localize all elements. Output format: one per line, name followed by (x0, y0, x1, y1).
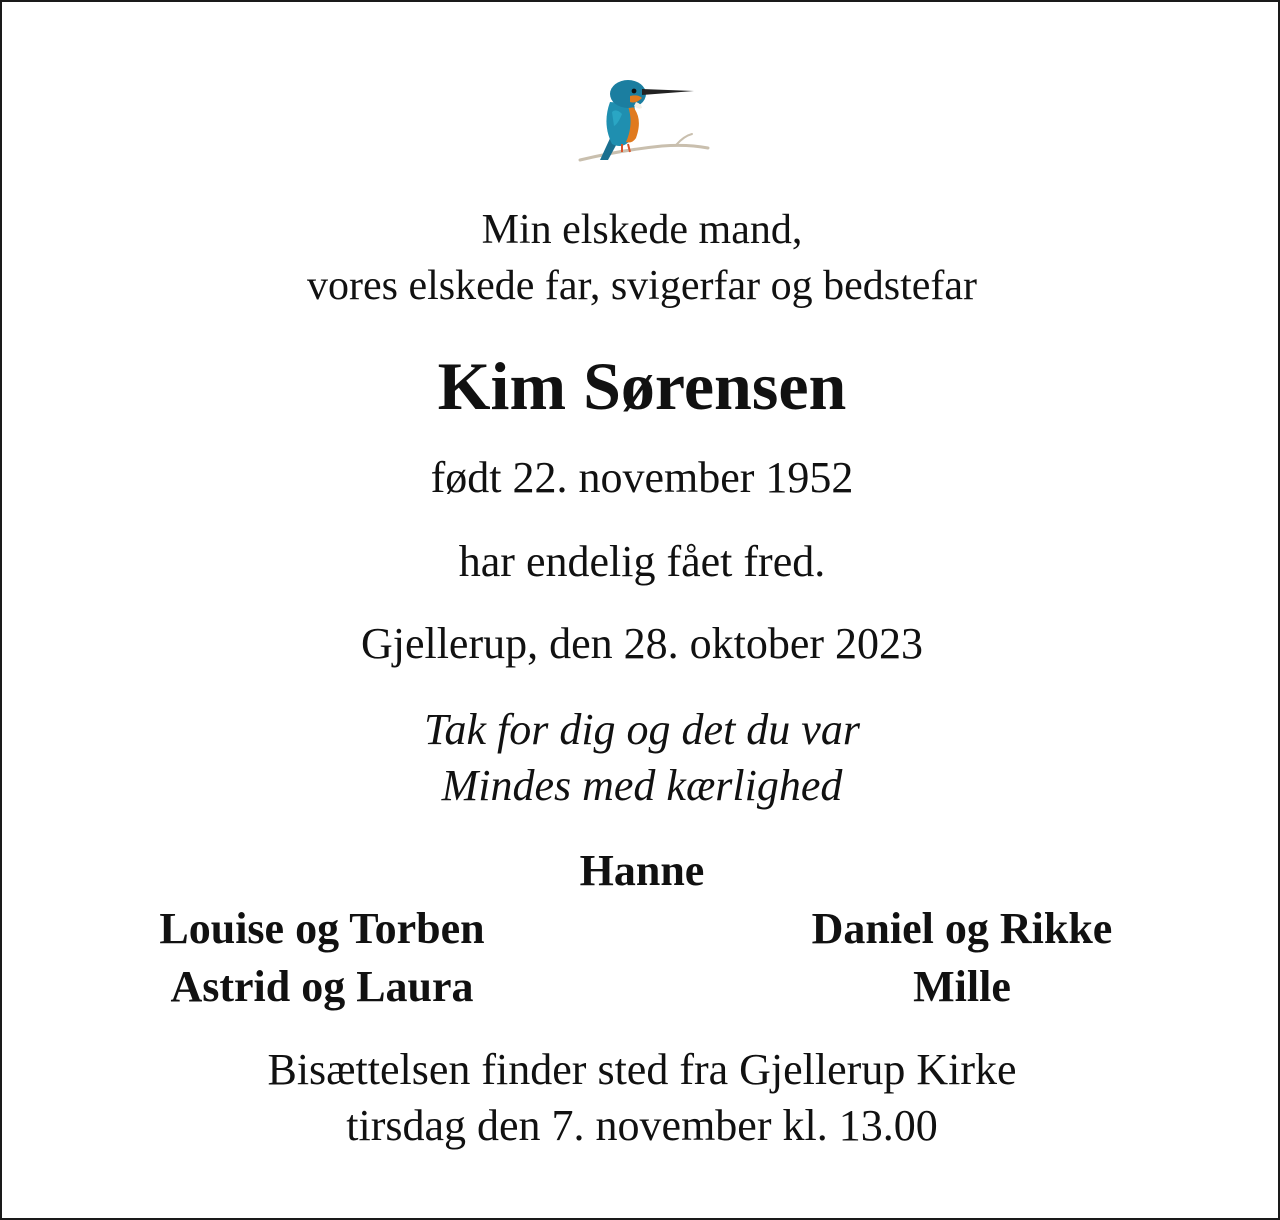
family-left-line-1: Louise og Torben (159, 904, 485, 953)
spouse-name: Hanne (579, 846, 705, 895)
intro-text (2, 202, 1280, 314)
birth-date: født 22. november 1952 (430, 453, 854, 502)
funeral-info (2, 1042, 1280, 1154)
quote-line-2: Mindes med kærlighed (441, 761, 843, 810)
deceased-name: Kim Sørensen (437, 348, 847, 424)
memorial-quote (2, 702, 1280, 814)
intro-line-2: vores elskede far, svigerfar og bedstefar (306, 263, 977, 309)
family-left-line-2: Astrid og Laura (170, 962, 474, 1011)
funeral-line-1: Bisættelsen finder sted fra Gjellerup Kirke (267, 1045, 1017, 1094)
family-right-line-1: Daniel og Rikke (811, 904, 1113, 953)
family-right-column (642, 900, 1280, 1016)
quote-line-1: Tak for dig og det du var (424, 705, 860, 754)
family-right-line-2: Mille (913, 962, 1011, 1011)
intro-line-1: Min elskede mand, (481, 207, 803, 253)
place-and-date: Gjellerup, den 28. oktober 2023 (360, 619, 924, 668)
family-left-column (2, 900, 642, 1016)
kingfisher-bird-icon (572, 64, 712, 168)
funeral-line-2: tirsdag den 7. november kl. 13.00 (346, 1101, 938, 1150)
peace-text: har endelig fået fred. (458, 537, 826, 586)
